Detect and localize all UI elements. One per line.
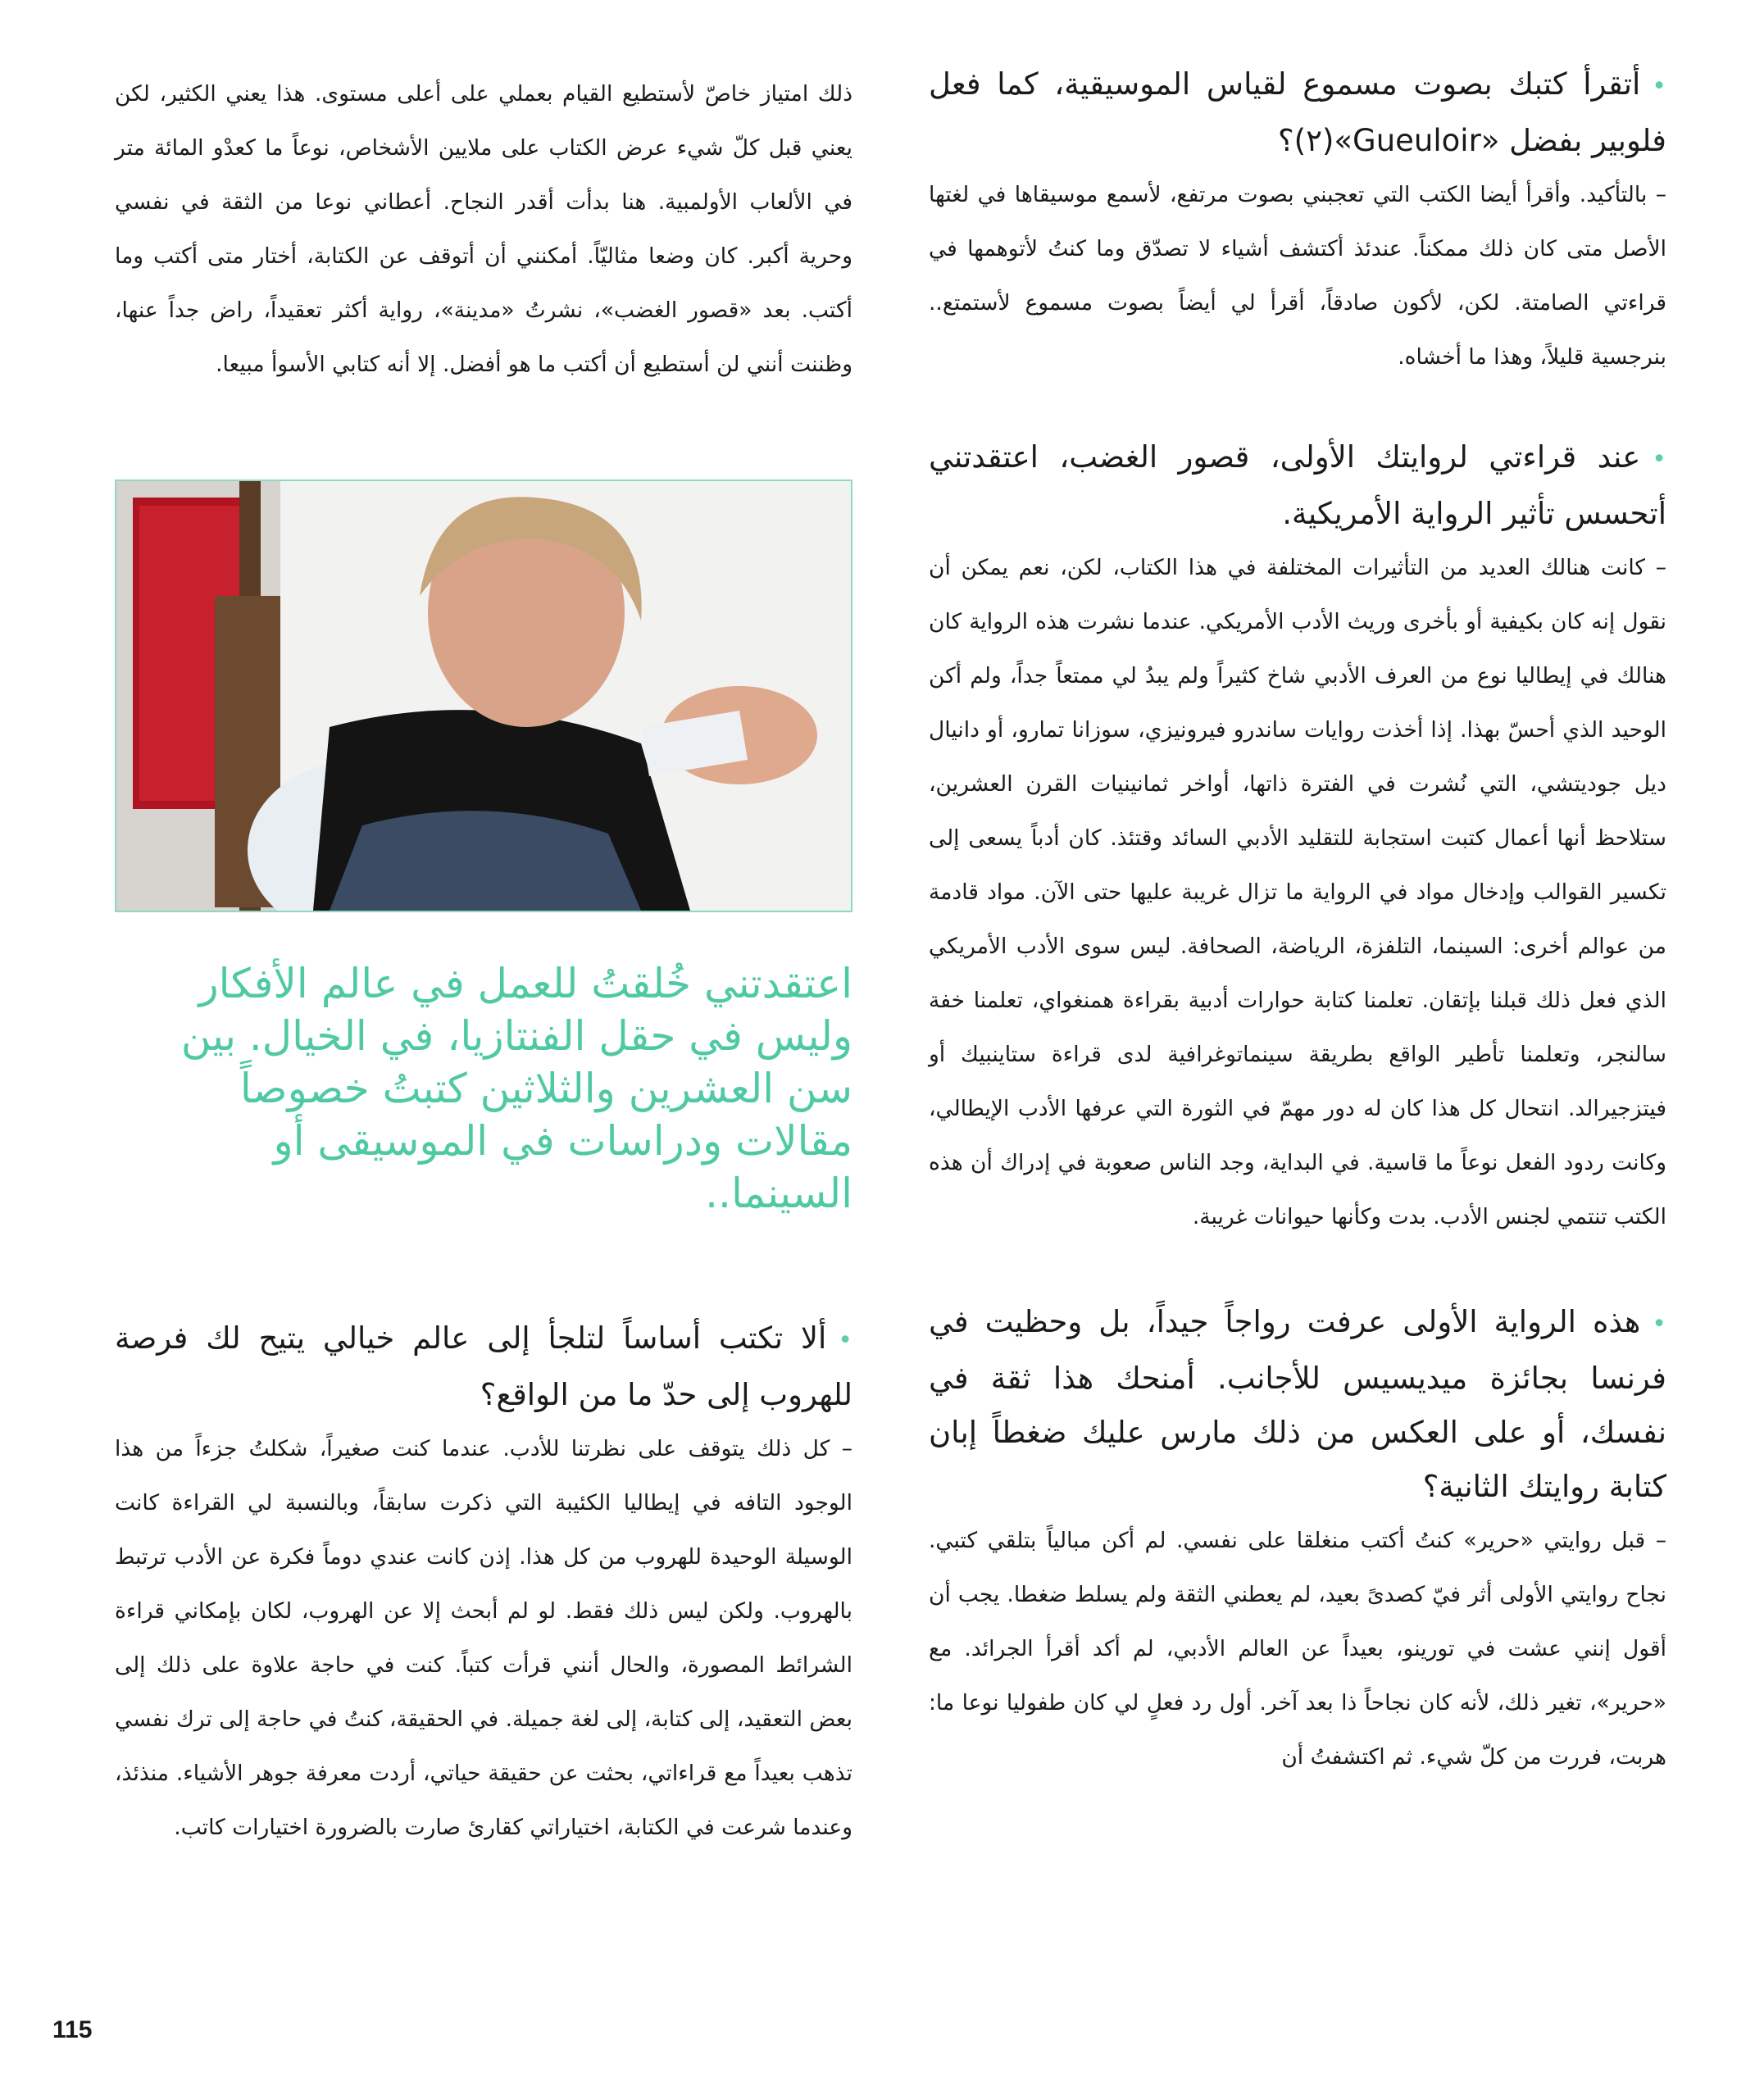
bullet-icon: • xyxy=(1652,72,1666,101)
question-3 xyxy=(929,1295,1666,1514)
answer-3-continuation: ذلك امتياز خاصّ لأستطيع القيام بعملي على أعلى مستوى. هذا يعني الكثير، لكن يعني قبل كلّ شيء عرض الكتاب على ملايين الأشخاص، نوعاً ما كعدْو المائة متر في الألعاب الأولمبية. هنا بدأت أقدر النجاح. أعطاني نوعا من الثقة في نفسي وحرية أكبر. كان وضعا مثاليّاً. أمكنني أن أتوقف عن الكتابة، أختار متى أكتب وما أكتب. بعد «قصور الغضب»، نشرتُ «مدينة»، رواية أكثر تعقيداً، راض جداً عنها، وظننت أنني لن أستطيع أن أكتب ما هو أفضل. إلا أنه كتابي الأسوأ مبيعا. xyxy=(115,81,852,377)
pull-quote: اعتقدتني خُلقتُ للعمل في عالم الأفكار وليس في حقل الفنتازيا، في الخيال. بين سن العشرين والثلاثين كتبتُ خصوصاً مقالات ودراسات في الموسيقى أو السينما.. xyxy=(180,960,852,1217)
bullet-icon: • xyxy=(838,1326,852,1355)
bullet-icon: • xyxy=(1652,445,1666,474)
left-column-bottom xyxy=(115,1311,852,1855)
question-4-text: ألا تكتب أساساً لتلجأ إلى عالم خيالي يتيح لك فرصة للهروب إلى حدّ ما من الواقع؟ xyxy=(115,1320,852,1412)
question-2-text: عند قراءتي لروايتك الأولى، قصور الغضب، اعتقدتني أتحسس تأثير الرواية الأمريكية. xyxy=(929,439,1666,531)
answer-1: – بالتأكيد. وأقرأ أيضا الكتب التي تعجبني بصوت مرتفع، لأسمع موسيقاها في لغتها الأصل متى كان ذلك ممكناً. عندئذ أكتشف أشياء لا تصدّق وما كنتُ لأتوهمها في قراءتي الصامتة. لكن، لأكون صادقاً، أقرأ لي أيضاً بصوت مسموع لأستمتع.. بنرجسية قليلاً، وهذا ما أخشاه. xyxy=(929,182,1666,370)
answer-3: – قبل روايتي «حرير» كنتُ أكتب منغلقا على نفسي. لم أكن مبالياً بتلقي كتبي. نجاح روايتي الأولى أثر فيّ كصدىً بعيد، لم يعطني الثقة ولم يسلط ضغطا. يجب أن أقول إنني عشت في تورينو، بعيداً عن العالم الأدبي، لم أكد أقرأ الجرائد. مع «حرير»، تغير ذلك، لأنه كان نجاحاً ذا بعد آخر. أول رد فعلٍ لي كان طفوليا نوعا ما: هربت، فررت من كلّ شيء. ثم اكتشفتُ أن xyxy=(929,1528,1666,1770)
question-1 xyxy=(929,57,1666,168)
question-3-text: هذه الرواية الأولى عرفت رواجاً جيداً، بل وحظيت في فرنسا بجائزة ميديسيس للأجانب. أمنحك هذا ثقة في نفسك، أو على العكس من ذلك مارس عليك ضغطاً إبان كتابة روايتك الثانية؟ xyxy=(929,1304,1666,1504)
question-1-text: أتقرأ كتبك بصوت مسموع لقياس الموسيقية، كما فعل فلوبير بفضل «Gueuloir»(٢)؟ xyxy=(929,66,1666,158)
bullet-icon: • xyxy=(1652,1310,1666,1338)
question-2 xyxy=(929,430,1666,541)
question-4 xyxy=(115,1311,852,1422)
page-number: 115 xyxy=(52,2016,93,2043)
right-column xyxy=(929,57,1666,1784)
answer-4: – كل ذلك يتوقف على نظرتنا للأدب. عندما كنت صغيراً، شكلتُ جزءاً من هذا الوجود التافه في إيطاليا الكئيبة التي ذكرت سابقاً، وبالنسبة لي القراءة كانت الوسيلة الوحيدة للهروب من كل هذا. إذن كانت عندي دوماً فكرة عن الأدب ترتبط بالهروب. ولكن ليس ذلك فقط. لو لم أبحث إلا عن الهروب، لكان بإمكاني قراءة الشرائط المصورة، والحال أنني قرأت كتباً. كنت في حاجة علاوة على ذلك إلى بعض التعقيد، إلى كتابة، إلى لغة جميلة. في الحقيقة، كنتُ في حاجة إلى ترك نفسي تذهب بعيداً مع قراءاتي، بحثت عن حقيقة حياتي، أردت معرفة جوهر الأشياء. منذئذ، وعندما شرعت في الكتابة، اختياراتي كقارئ صارت بالضرورة اختيارات كاتب. xyxy=(115,1436,852,1840)
answer-2: – كانت هنالك العديد من التأثيرات المختلفة في هذا الكتاب، لكن، نعم يمكن أن نقول إنه كان بكيفية أو بأخرى وريث الأدب الأمريكي. عندما نشرت هذه الرواية كان هنالك في إيطاليا نوع من العرف الأدبي شاخ كثيراً ولم يبدُ لي ممتعاً جداً، ولم أكن الوحيد الذي أحسّ بهذا. إذا أخذت روايات ساندرو فيرونيزي، سوزانا تمارو، أو دانيال ديل جوديتشي، التي نُشرت في الفترة ذاتها، أواخر ثمانينيات القرن العشرين، ستلاحظ أنها أعمال كتبت استجابة للتقليد الأدبي السائد وقتئذ. كان أدباً يسعى إلى تكسير القوالب وإدخال مواد في الرواية ما تزال غريبة عليها حتى الآن. مواد قادمة من عوالم أخرى: السينما، التلفزة، الرياضة، الصحافة. ليس سوى الأدب الأمريكي الذي فعل ذلك قبلنا بإتقان. تعلمنا كتابة حوارات أدبية بقراءة همنغواي، تعلمنا خفة سالنجر، وتعلمنا تأطير الواقع بطريقة سينماتوغرافية لدى قراءة ستاينبيك أو فيتزجيرالد. انتحال كل هذا كان له دور مهمّ في الثورة التي عرفها الأدب الإيطالي، وكانت ردود الفعل نوعاً ما قاسية. في البداية، وجد الناس صعوبة في إدراك أن هذه الكتب تنتمي لجنس الأدب. بدت وكأنها حيوانات غريبة. xyxy=(929,555,1666,1229)
left-column xyxy=(115,67,852,392)
author-portrait-photo xyxy=(115,479,852,912)
